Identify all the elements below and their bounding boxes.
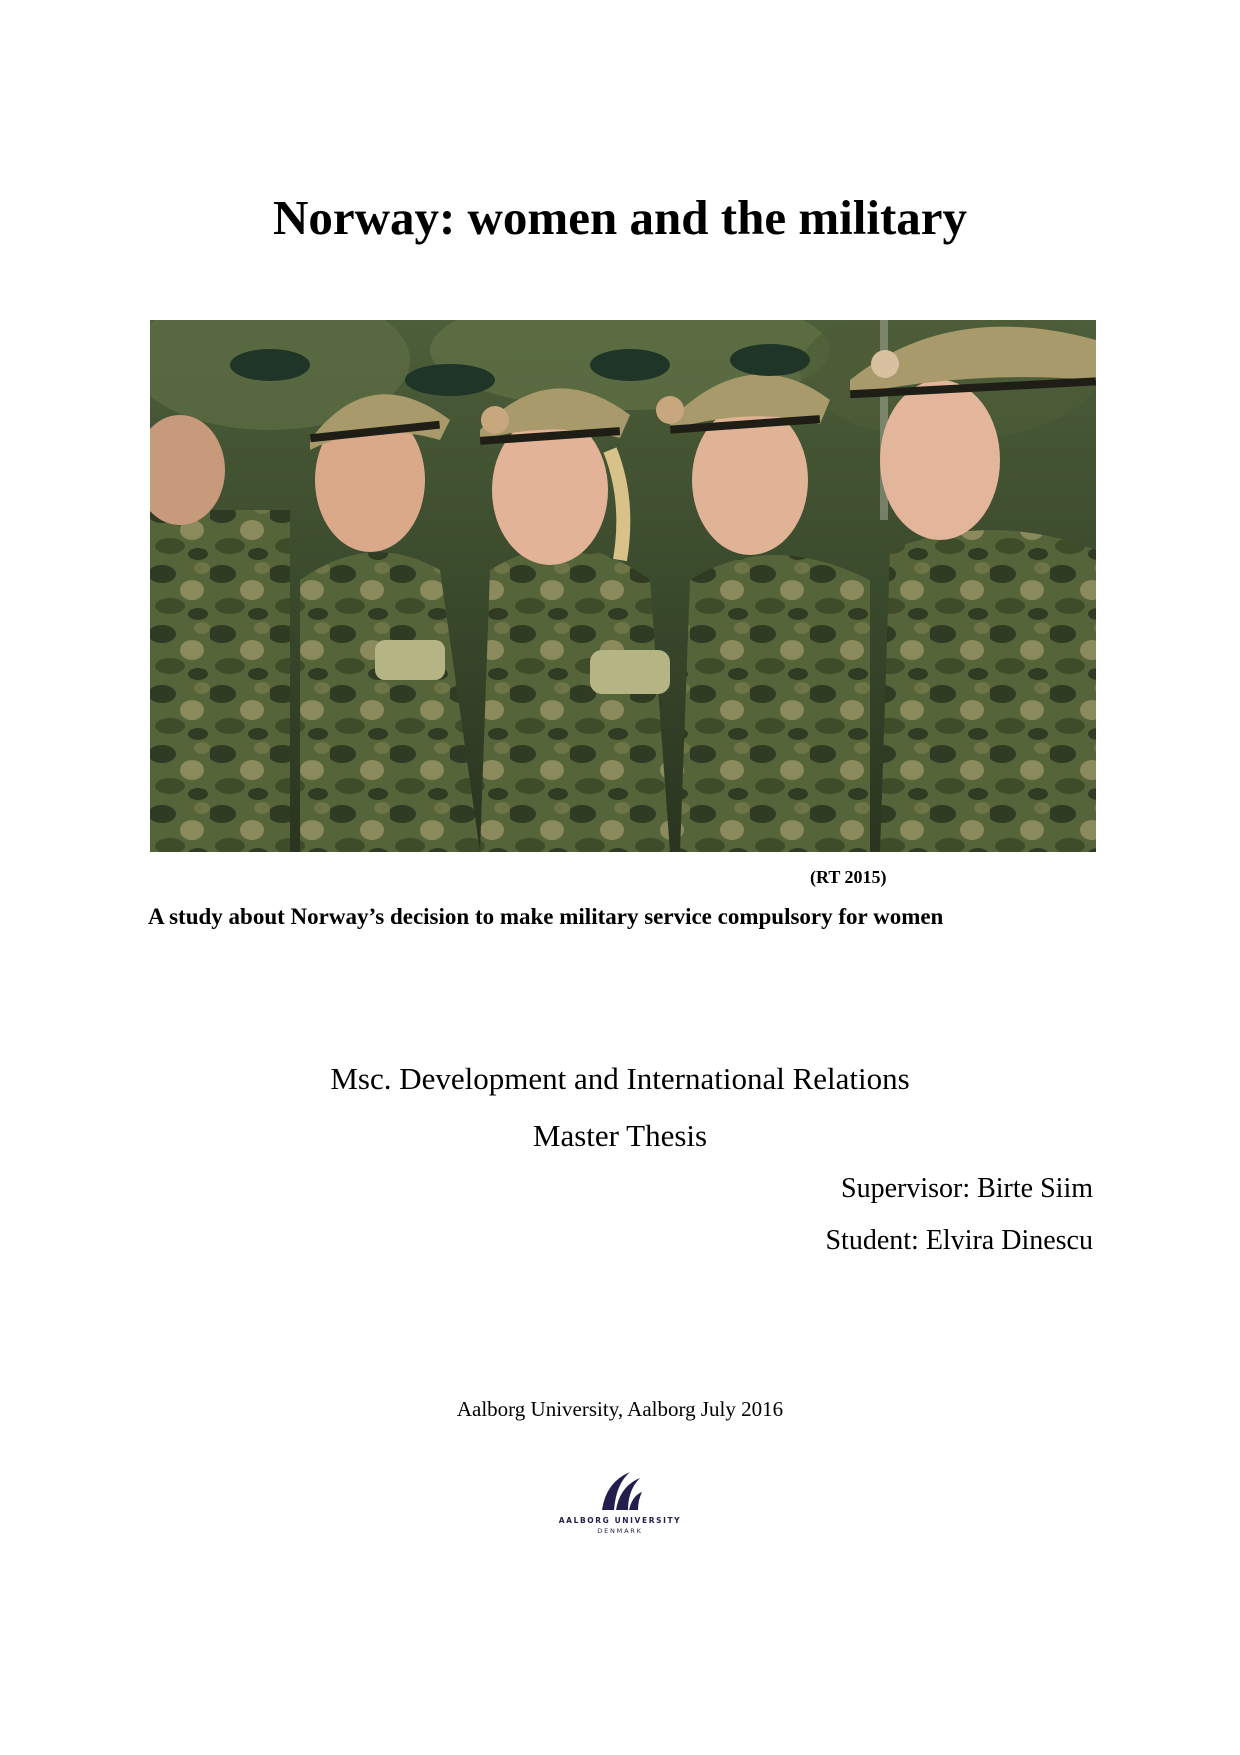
subtitle: A study about Norway’s decision to make military service compulsory for women [148,904,944,929]
supervisor-line: Supervisor: Birte Siim [841,1173,1093,1204]
soldiers-in-formation-image [150,320,1096,852]
document-type: Master Thesis [532,1118,708,1153]
university-logo [540,1468,700,1548]
place-date: Aalborg University, Aalborg July 2016 [456,1397,784,1421]
page-title: Norway: women and the military [272,190,968,245]
aalborg-university-logo-icon [596,1468,644,1512]
logo-country: DENMARK [597,1527,643,1535]
cover-photo [150,320,1096,852]
image-credit: (RT 2015) [810,867,887,887]
logo-university-name: AALBORG UNIVERSITY [558,1516,682,1525]
program-name: Msc. Development and International Relations [330,1061,910,1096]
student-line: Student: Elvira Dinescu [825,1225,1093,1256]
